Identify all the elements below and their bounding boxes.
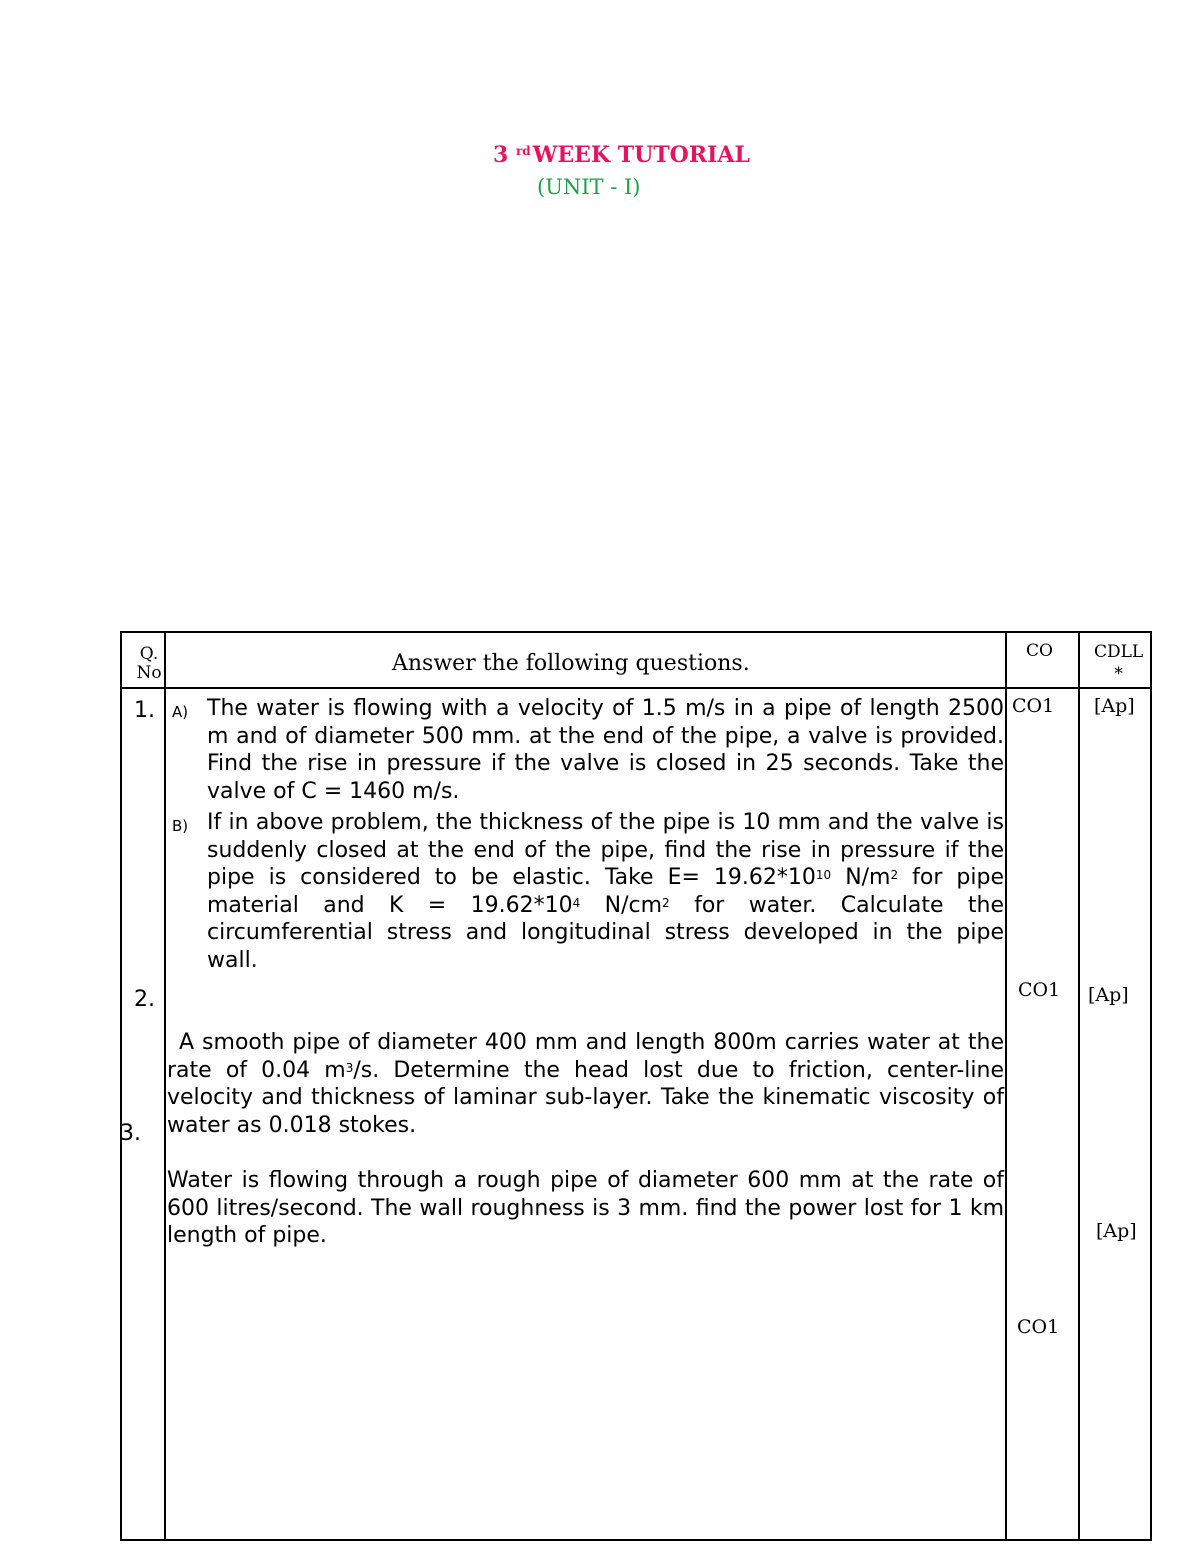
title-number: 3 [493,142,509,168]
column-divider [1078,633,1080,1539]
question-3-text: Water is flowing through a rough pipe of diameter 600 mm at the rate of 600 litres/second. The wall roughness is 3 mm. find the power lost for 1 km length of pipe. [167,1168,1004,1248]
page-subtitle: (UNIT - I) [537,175,641,199]
header-qno-line2: No [136,663,162,683]
column-divider [164,633,166,1539]
header-qno [134,645,164,683]
page-title [493,142,750,168]
header-divider [122,687,1150,689]
co-cell-3: CO1 [1017,1316,1060,1338]
question-number-1: 1. [134,698,155,723]
header-cdll-line1: CDLL [1094,642,1144,662]
header-qno-line1: Q. [139,644,159,664]
question-number-2: 2. [134,987,155,1012]
title-superscript: rd [515,144,531,158]
cdll-cell-3: [Ap] [1096,1220,1137,1242]
co-cell-1: CO1 [1012,695,1055,717]
question-number-3: 3. [120,1121,141,1146]
header-cdll-line2: * [1114,664,1123,684]
cdll-cell-2: [Ap] [1088,984,1129,1006]
header-instruction: Answer the following questions. [392,651,750,676]
title-text: WEEK TUTORIAL [532,142,750,168]
questions-table [120,631,1152,1541]
question-1a-text: The water is flowing with a velocity of 1.5 m/s in a pipe of length 2500 m and of diameter 500 mm. at the end of the pipe, a valve is provided. Find the rise in pressure if the valve is closed in 25 seconds. Take the valve of C = 1460 m/s. [207,696,1004,804]
part-a-label: A) [172,703,189,721]
column-divider [1005,633,1007,1539]
header-co: CO [1026,641,1053,661]
co-cell-2: CO1 [1018,979,1061,1001]
part-b-label: B) [172,817,189,835]
question-2-text: A smooth pipe of diameter 400 mm and length 800m carries water at the rate of 0.04 $m^3/s$. Determine the head lost due to friction, center-line velocity and thickness of laminar sub-layer. Take the kinematic viscosity of water as 0.018 stokes. [167,1030,1004,1138]
question-1b-text: If in above problem, the thickness of the pipe is 10 mm and the valve is suddenly closed at the end of the pipe, find the rise in pressure if the pipe is considered to be elastic. Take $E= 19.62*10^{10}$ $N/m^2$ for pipe material and $K = 19.62*10^4$ $N/cm^2$ for water. Calculate the circumferential stress and longitudinal stress developed in the pipe wall. [207,810,1005,973]
header-cdll [1094,641,1143,685]
cdll-cell-1: [Ap] [1094,695,1135,717]
